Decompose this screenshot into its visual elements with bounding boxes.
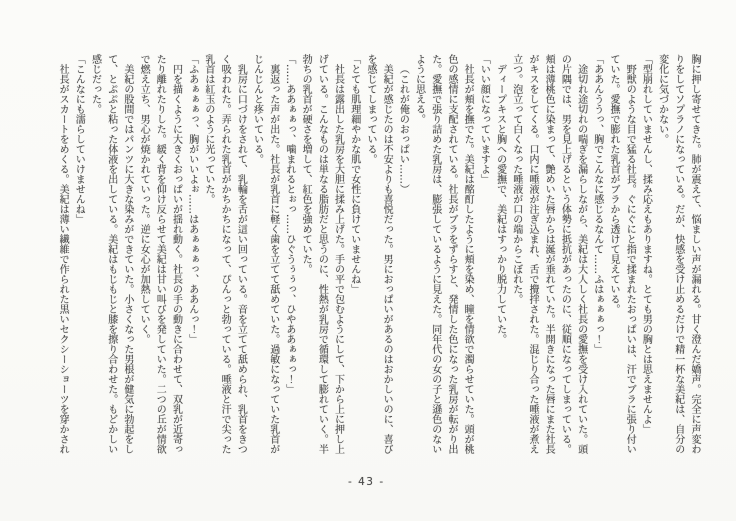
paragraph: 野獣のような目で猛る社長。ぐにぐにと指で揉まれたおっぱいは、汗でブラに張り付いていた。愛撫で膨れた乳首がブラから透けて見えている。 [607, 54, 636, 454]
paragraph: 「ふあぁぁぁっ、胸がいいよぉ……はあぁぁぁっ、ああんっ！」 [186, 54, 198, 344]
paragraph: 社長がスカートをめくる。美紀は薄い繊維で作られた黒いセクシーショーツを穿かされ [57, 64, 69, 454]
paragraph: 美紀の股間ではパンツに大きな染みができていた。小さくなった男根が健気に勃起をして、とぷぷと粘った体液を出している。美紀はもじもじと膝を擦り合わせた。もどかしい感じだった。 [89, 54, 133, 454]
paragraph: 社長は露出した乳房を大胆に揉み上げた。手の平で包むようにして、下から上に押し上げている。こんなものは単なる脂肪だと思うのに、性熱が乳房で循環して膨れていく。半勃ちの乳首が硬さを増して、紅色を強めていた。 [300, 54, 344, 454]
paragraph: 「……ああぁぁっ、噛まれるとぉっ……ひぐうぅぅっ、ひやああぁぁっ！」 [283, 54, 295, 394]
page-number: - 43 - [348, 476, 385, 488]
paragraph: 乳房に口づけをされて、乳輪を舌が這い回っている。音を立てて舐められ、乳首をきつく吸われた。弄られた乳首がかちかちになって、ぴんっと勃っている。唾液と汗で尖った乳首は紅玉のように光っていた。 [202, 54, 247, 454]
paragraph: 「とても肌理細やかな肌で女性に負けていませんね」 [348, 54, 360, 294]
paragraph: 「ああんううっ、胸でこんなに感じるなんて……ふはぁぁぁっ！」 [591, 54, 603, 354]
paragraph: 裏返った声が出た。社長が乳首に軽く歯を立てて舐めていた。過敏になっていた乳首がじんじんと疼いている。 [251, 54, 279, 454]
paragraph: 「いい顔になっていますよ」 [478, 54, 490, 184]
paragraph: 途切れ途切れの喘ぎを漏らしながら、美紀は大人しく社長の愛撫を受け入れていた。頭の片隅では、男を見上げるという体勢に抵抗があったのに、従順になってしまっている。頬は薄桃色に染まって、艶めいた唇からは涎が垂れていた。半開きになった唇にまた社長がキスをしてくる。口内に唾液が注ぎ込まれ、舌で攪拌された。混じり合った唾液が煮え立つ。泡立って白くなった唾液が口の端からこぼれた。 [510, 54, 587, 454]
paragraph: 「こんなにも濡らしていけませんね」 [73, 54, 85, 224]
paragraph: 「型崩れしていませんし、揉み応えもありますね。とても男の胸とは思えませんよ」 [640, 54, 652, 434]
paragraph: 胸に押し寄せてきた。肺が震えて、悩ましい声が漏れる。甘く澄んだ嬌声。完全に声変わりをしてソプラノになっている。だが、快感を受け止めるだけで精一杯な美紀は、自分の変化に気づかない。 [656, 54, 700, 454]
paragraph: 美紀が感じたのは不安よりも喜悦だった。男におっぱいがあるのはおかしいのに、喜びを感じてしまっている。 [364, 54, 393, 454]
paragraph: （これが俺のおっぱい……） [397, 64, 409, 194]
paragraph: 社長が頬を撫でた。美紀は酩酊したように頬を染め、瞳を情欲で濁らせていた。頭が桃色の感情に支配されている。社長がブラをずらすと、発情した色になった乳房が転がり出た。愛撫で張り詰めた乳房は、膨張しているように見えた。同年代の女の子と遜色のないように思える。 [413, 54, 474, 454]
paragraph: ディープキスと胸への愛撫で、美紀はすっかり脱力していた。 [494, 64, 506, 344]
page-text [54, 54, 702, 460]
paragraph: 円を描くように大きくおっぱいが揺れ動く。社長の手の動きに合わせて、双乳が近寄ったり離れたりした。緩く背を仰け反らせて美紀は甘い叫びを発していた。二つの丘が情欲で燃え立ち、男心が焼かれていった。逆に女心が加熱していく。 [138, 54, 182, 454]
